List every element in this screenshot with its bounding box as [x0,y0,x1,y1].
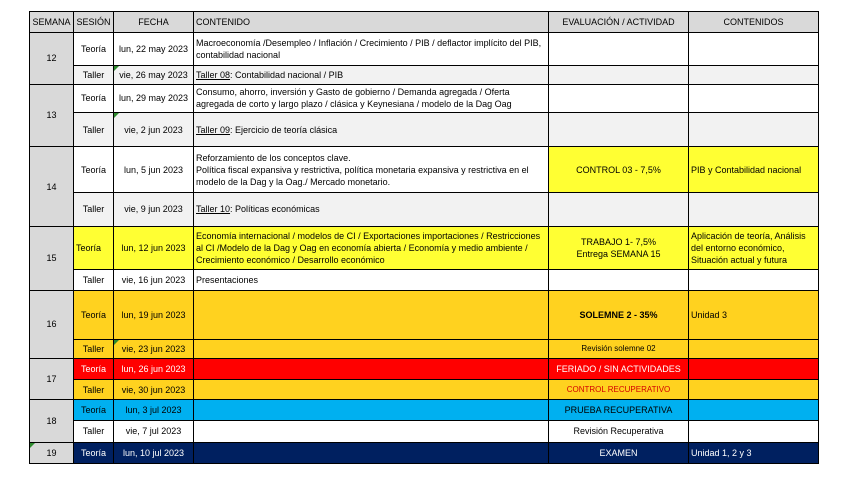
topics-cell [689,420,819,443]
topics-cell: PIB y Contabilidad nacional [689,147,819,192]
evaluation-cell: FERIADO / SIN ACTIVIDADES [549,358,689,380]
evaluation-cell [549,33,689,66]
evaluation-line: TRABAJO 1- 7,5% [580,236,657,247]
taller-link[interactable]: Taller 09 [196,124,231,135]
header-semana: SEMANA [30,12,74,33]
content-cell [194,113,549,147]
session-cell: Taller [74,340,114,359]
header-contenido: CONTENIDO [194,12,549,33]
header-contenidos: CONTENIDOS [689,12,819,33]
schedule-table [29,11,819,464]
date-cell: lun, 12 jun 2023 [114,226,194,269]
week-number: 18 [30,399,74,442]
week-number: 15 [30,226,74,290]
content-cell [194,358,549,380]
week-number: 13 [30,84,74,147]
evaluation-cell [549,270,689,291]
content-cell: Presentaciones [194,270,549,291]
table-row [30,358,819,380]
topics-cell [689,380,819,400]
date-cell: lun, 10 jul 2023 [114,443,194,464]
date-cell: lun, 19 jun 2023 [114,290,194,339]
content-cell: Economía internacional / modelos de CI / Exportaciones importaciones / Restricciones al CI /Modelo de la Dag y Oag en economía abierta / Economía y medio ambiente / Crecimiento económico / Desarrollo económico [194,226,549,269]
content-cell [194,147,549,192]
evaluation-cell [549,65,689,84]
evaluation-text: SOLEMNE 2 - 35% [579,309,658,320]
session-cell: Taller [74,270,114,291]
topics-cell [689,65,819,84]
week-number: 17 [30,358,74,399]
table-row [30,84,819,113]
content-cell [194,399,549,420]
content-cell [194,443,549,464]
topics-cell [689,270,819,291]
table-row [30,113,819,147]
session-cell: Teoría [74,33,114,66]
topics-cell [689,340,819,359]
table-row [30,270,819,291]
week-number: 16 [30,290,74,358]
evaluation-cell: Revisión Recuperativa [549,420,689,443]
header-sesion: SESIÓN [74,12,114,33]
evaluation-cell: PRUEBA RECUPERATIVA [549,399,689,420]
content-cell [194,380,549,400]
content-text: : Contabilidad nacional / PIB [230,69,344,80]
topics-cell [689,33,819,66]
content-cell: Macroeconomía /Desempleo / Inflación / Crecimiento / PIB / deflactor implícito del PIB, contabilidad nacional [194,33,549,66]
table-row [30,147,819,192]
content-cell [194,340,549,359]
content-line: Política fiscal expansiva y restrictiva, política monetaria expansiva y restrictiva en el modelo de la Dag y la Oag./ Mercado monetario. [196,164,529,187]
date-cell: lun, 3 jul 2023 [114,399,194,420]
evaluation-cell [549,192,689,226]
topics-cell [689,358,819,380]
taller-link[interactable]: Taller 08 [196,69,231,80]
week-number: 19 [30,443,74,464]
evaluation-cell: CONTROL RECUPERATIVO [549,380,689,400]
content-cell [194,192,549,226]
topics-cell: Unidad 1, 2 y 3 [689,443,819,464]
table-row [30,33,819,66]
session-cell: Taller [74,192,114,226]
content-cell [194,65,549,84]
evaluation-cell: EXAMEN [549,443,689,464]
table-row [30,192,819,226]
date-cell: vie, 9 jun 2023 [114,192,194,226]
topics-cell [689,113,819,147]
content-line: Reforzamiento de los conceptos clave. [196,152,351,163]
table-row [30,226,819,269]
header-evaluacion: EVALUACIÓN / ACTIVIDAD [549,12,689,33]
date-cell: lun, 5 jun 2023 [114,147,194,192]
session-cell: Teoría [74,84,114,113]
evaluation-cell [549,226,689,269]
table-row [30,340,819,359]
date-cell: lun, 29 may 2023 [114,84,194,113]
evaluation-cell [549,113,689,147]
session-cell: Teoría [74,147,114,192]
date-cell: vie, 2 jun 2023 [114,113,194,147]
topics-cell: Unidad 3 [689,290,819,339]
table-row [30,380,819,400]
date-cell: vie, 7 jul 2023 [114,420,194,443]
evaluation-cell [549,290,689,339]
table-row [30,65,819,84]
content-cell: Consumo, ahorro, inversión y Gasto de gobierno / Demanda agregada / Oferta agregada de corto y largo plazo / clásica y Keynesiana / modelo de la Dag Oag [194,84,549,113]
table-row [30,443,819,464]
table-row [30,290,819,339]
session-cell: Taller [74,420,114,443]
topics-cell [689,399,819,420]
week-number: 14 [30,147,74,226]
topics-cell [689,192,819,226]
session-cell: Teoría [74,290,114,339]
date-cell: vie, 23 jun 2023 [114,340,194,359]
session-cell: Taller [74,65,114,84]
table-row [30,399,819,420]
session-cell: Teoría [74,399,114,420]
topics-cell [689,84,819,113]
date-cell: vie, 30 jun 2023 [114,380,194,400]
evaluation-cell [549,84,689,113]
session-cell: Taller [74,380,114,400]
content-cell [194,420,549,443]
evaluation-line: Entrega SEMANA 15 [576,248,661,259]
week-number: 12 [30,33,74,85]
evaluation-cell: CONTROL 03 - 7,5% [549,147,689,192]
content-text: : Políticas económicas [230,204,320,215]
date-cell: lun, 22 may 2023 [114,33,194,66]
taller-link[interactable]: Taller 10 [196,204,231,215]
date-cell: vie, 16 jun 2023 [114,270,194,291]
table-row [30,420,819,443]
topics-cell: Aplicación de teoría, Análisis del entorno económico, Situación actual y futura [689,226,819,269]
evaluation-cell: Revisión solemne 02 [549,340,689,359]
content-text: : Ejercicio de teoría clásica [230,124,338,135]
content-cell [194,290,549,339]
date-cell: lun, 26 jun 2023 [114,358,194,380]
session-cell: Taller [74,113,114,147]
date-cell: vie, 26 may 2023 [114,65,194,84]
session-cell: Teoría [74,226,114,269]
session-cell: Teoría [74,443,114,464]
header-row [30,12,819,33]
session-cell: Teoría [74,358,114,380]
header-fecha: FECHA [114,12,194,33]
